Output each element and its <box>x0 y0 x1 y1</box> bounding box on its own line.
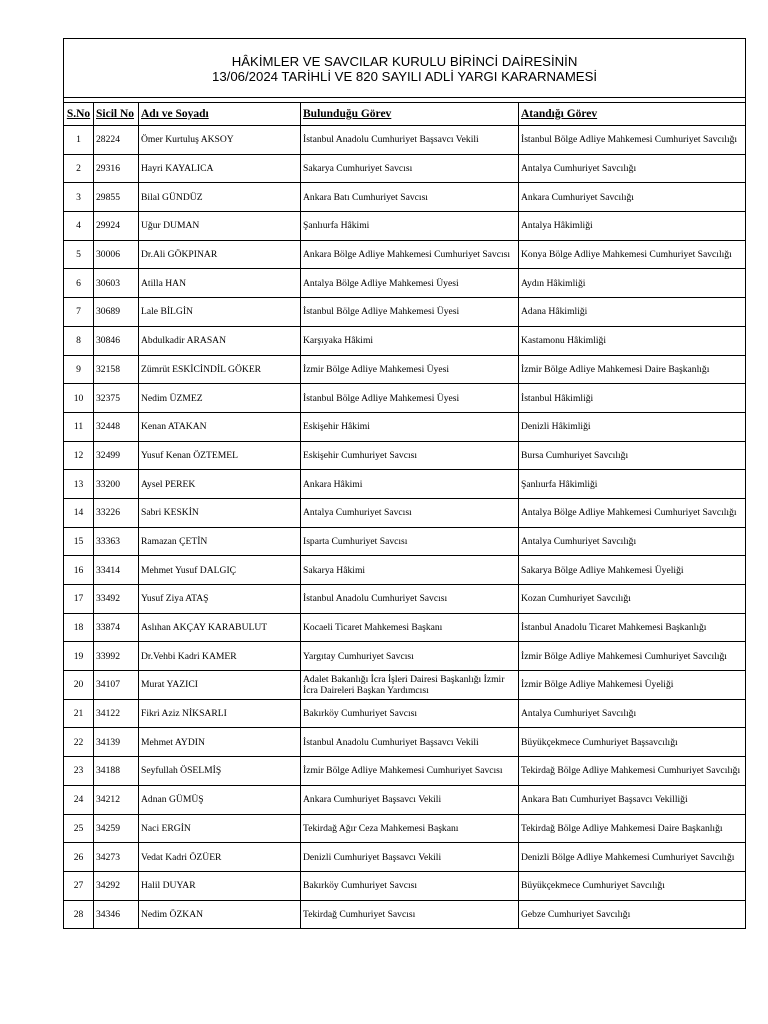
table-row <box>64 843 746 872</box>
row-current-post: Şanlıurfa Hâkimi <box>301 212 519 241</box>
header-sno: S.No <box>64 103 94 126</box>
row-assigned-post: Bursa Cumhuriyet Savcılığı <box>519 441 746 470</box>
row-sno: 6 <box>64 269 94 298</box>
row-assigned-post: Aydın Hâkimliği <box>519 269 746 298</box>
row-current-post: Karşıyaka Hâkimi <box>301 326 519 355</box>
title-line-2: 13/06/2024 TARİHLİ VE 820 SAYILI ADLİ YARGI KARARNAMESİ <box>212 69 598 84</box>
row-assigned-post: Antalya Bölge Adliye Mahkemesi Cumhuriyet Savcılığı <box>519 498 746 527</box>
row-assigned-post: Büyükçekmece Cumhuriyet Savcılığı <box>519 871 746 900</box>
row-name: Adnan GÜMÜŞ <box>139 785 301 814</box>
row-sno: 28 <box>64 900 94 929</box>
header-assigned-post: Atandığı Görev <box>519 103 746 126</box>
table-row <box>64 154 746 183</box>
row-sicil-no: 30689 <box>94 298 139 327</box>
row-current-post: Antalya Bölge Adliye Mahkemesi Üyesi <box>301 269 519 298</box>
row-sno: 10 <box>64 384 94 413</box>
row-assigned-post: İzmir Bölge Adliye Mahkemesi Daire Başkanlığı <box>519 355 746 384</box>
row-sicil-no: 32499 <box>94 441 139 470</box>
table-row <box>64 671 746 700</box>
row-current-post: Bakırköy Cumhuriyet Savcısı <box>301 871 519 900</box>
row-current-post: Ankara Batı Cumhuriyet Savcısı <box>301 183 519 212</box>
table-row <box>64 412 746 441</box>
title-line-1: HÂKİMLER VE SAVCILAR KURULU BİRİNCİ DAİRESİNİN <box>231 54 578 69</box>
decree-table <box>63 38 746 929</box>
row-sno: 21 <box>64 699 94 728</box>
table-row <box>64 326 746 355</box>
row-sno: 20 <box>64 671 94 700</box>
row-sno: 1 <box>64 126 94 155</box>
header-current-post: Bulunduğu Görev <box>301 103 519 126</box>
row-sicil-no: 32158 <box>94 355 139 384</box>
row-name: Sabri KESKİN <box>139 498 301 527</box>
row-sicil-no: 34273 <box>94 843 139 872</box>
header-sicil-no: Sicil No <box>94 103 139 126</box>
table-row <box>64 728 746 757</box>
table-row <box>64 470 746 499</box>
row-sicil-no: 33492 <box>94 585 139 614</box>
table-row <box>64 183 746 212</box>
document-title <box>64 39 746 98</box>
table-row <box>64 699 746 728</box>
table-row <box>64 355 746 384</box>
row-assigned-post: Konya Bölge Adliye Mahkemesi Cumhuriyet Savcılığı <box>519 240 746 269</box>
row-name: Bilal GÜNDÜZ <box>139 183 301 212</box>
row-sicil-no: 34292 <box>94 871 139 900</box>
row-name: Murat YAZICI <box>139 671 301 700</box>
row-sno: 26 <box>64 843 94 872</box>
row-assigned-post: İstanbul Hâkimliği <box>519 384 746 413</box>
row-assigned-post: Kozan Cumhuriyet Savcılığı <box>519 585 746 614</box>
row-sicil-no: 34212 <box>94 785 139 814</box>
row-sicil-no: 29855 <box>94 183 139 212</box>
row-name: Vedat Kadri ÖZÜER <box>139 843 301 872</box>
row-assigned-post: Denizli Bölge Adliye Mahkemesi Cumhuriyet Savcılığı <box>519 843 746 872</box>
row-sno: 12 <box>64 441 94 470</box>
row-name: Abdulkadir ARASAN <box>139 326 301 355</box>
row-sicil-no: 30846 <box>94 326 139 355</box>
row-current-post: Tekirdağ Cumhuriyet Savcısı <box>301 900 519 929</box>
table-row <box>64 900 746 929</box>
row-name: Halil DUYAR <box>139 871 301 900</box>
row-sno: 9 <box>64 355 94 384</box>
row-current-post: Kocaeli Ticaret Mahkemesi Başkanı <box>301 613 519 642</box>
row-sicil-no: 34259 <box>94 814 139 843</box>
row-current-post: Adalet Bakanlığı İcra İşleri Dairesi Başkanlığı İzmir İcra Daireleri Başkan Yardımcısı <box>301 671 519 700</box>
row-current-post: Ankara Cumhuriyet Başsavcı Vekili <box>301 785 519 814</box>
row-assigned-post: Antalya Cumhuriyet Savcılığı <box>519 527 746 556</box>
row-sicil-no: 33226 <box>94 498 139 527</box>
row-name: Ramazan ÇETİN <box>139 527 301 556</box>
row-name: Kenan ATAKAN <box>139 412 301 441</box>
row-sno: 17 <box>64 585 94 614</box>
row-current-post: İstanbul Anadolu Cumhuriyet Savcısı <box>301 585 519 614</box>
row-sno: 8 <box>64 326 94 355</box>
row-sno: 22 <box>64 728 94 757</box>
row-sno: 25 <box>64 814 94 843</box>
row-current-post: Denizli Cumhuriyet Başsavcı Vekili <box>301 843 519 872</box>
row-assigned-post: İzmir Bölge Adliye Mahkemesi Cumhuriyet Savcılığı <box>519 642 746 671</box>
row-name: Aysel PEREK <box>139 470 301 499</box>
row-assigned-post: İzmir Bölge Adliye Mahkemesi Üyeliği <box>519 671 746 700</box>
table-row <box>64 126 746 155</box>
table-row <box>64 269 746 298</box>
row-current-post: Yargıtay Cumhuriyet Savcısı <box>301 642 519 671</box>
table-row <box>64 785 746 814</box>
row-assigned-post: Tekirdağ Bölge Adliye Mahkemesi Daire Başkanlığı <box>519 814 746 843</box>
row-current-post: Eskişehir Hâkimi <box>301 412 519 441</box>
row-sno: 24 <box>64 785 94 814</box>
row-name: Fikri Aziz NİKSARLI <box>139 699 301 728</box>
row-assigned-post: Kastamonu Hâkimliği <box>519 326 746 355</box>
row-name: Yusuf Kenan ÖZTEMEL <box>139 441 301 470</box>
row-sno: 19 <box>64 642 94 671</box>
row-sicil-no: 28224 <box>94 126 139 155</box>
row-sno: 13 <box>64 470 94 499</box>
document-page <box>63 38 745 929</box>
row-current-post: Ankara Hâkimi <box>301 470 519 499</box>
row-name: Uğur DUMAN <box>139 212 301 241</box>
row-assigned-post: Denizli Hâkimliği <box>519 412 746 441</box>
row-current-post: Ankara Bölge Adliye Mahkemesi Cumhuriyet Savcısı <box>301 240 519 269</box>
table-row <box>64 527 746 556</box>
row-name: Mehmet AYDIN <box>139 728 301 757</box>
row-sno: 23 <box>64 757 94 786</box>
row-sno: 2 <box>64 154 94 183</box>
row-sno: 14 <box>64 498 94 527</box>
row-current-post: İstanbul Bölge Adliye Mahkemesi Üyesi <box>301 384 519 413</box>
row-sicil-no: 34188 <box>94 757 139 786</box>
row-sicil-no: 34346 <box>94 900 139 929</box>
row-assigned-post: Antalya Cumhuriyet Savcılığı <box>519 154 746 183</box>
row-assigned-post: Tekirdağ Bölge Adliye Mahkemesi Cumhuriyet Savcılığı <box>519 757 746 786</box>
row-current-post: Sakarya Hâkimi <box>301 556 519 585</box>
row-current-post: İstanbul Anadolu Cumhuriyet Başsavcı Vekili <box>301 728 519 757</box>
row-name: Dr.Vehbi Kadri KAMER <box>139 642 301 671</box>
table-row <box>64 384 746 413</box>
row-current-post: Sakarya Cumhuriyet Savcısı <box>301 154 519 183</box>
row-sicil-no: 33414 <box>94 556 139 585</box>
row-current-post: Eskişehir Cumhuriyet Savcısı <box>301 441 519 470</box>
row-sicil-no: 29924 <box>94 212 139 241</box>
row-current-post: İzmir Bölge Adliye Mahkemesi Cumhuriyet Savcısı <box>301 757 519 786</box>
row-assigned-post: Büyükçekmece Cumhuriyet Başsavcılığı <box>519 728 746 757</box>
row-sicil-no: 34122 <box>94 699 139 728</box>
table-body <box>64 126 746 929</box>
row-name: Aslıhan AKÇAY KARABULUT <box>139 613 301 642</box>
table-row <box>64 585 746 614</box>
table-row <box>64 441 746 470</box>
row-sno: 11 <box>64 412 94 441</box>
row-sicil-no: 34139 <box>94 728 139 757</box>
row-name: Ömer Kurtuluş AKSOY <box>139 126 301 155</box>
row-current-post: Antalya Cumhuriyet Savcısı <box>301 498 519 527</box>
row-current-post: İstanbul Bölge Adliye Mahkemesi Üyesi <box>301 298 519 327</box>
row-sicil-no: 32448 <box>94 412 139 441</box>
row-assigned-post: Sakarya Bölge Adliye Mahkemesi Üyeliği <box>519 556 746 585</box>
row-sicil-no: 33874 <box>94 613 139 642</box>
row-assigned-post: İstanbul Bölge Adliye Mahkemesi Cumhuriyet Savcılığı <box>519 126 746 155</box>
row-name: Yusuf Ziya ATAŞ <box>139 585 301 614</box>
row-assigned-post: Gebze Cumhuriyet Savcılığı <box>519 900 746 929</box>
row-sicil-no: 29316 <box>94 154 139 183</box>
row-sicil-no: 33363 <box>94 527 139 556</box>
row-assigned-post: Antalya Cumhuriyet Savcılığı <box>519 699 746 728</box>
row-name: Mehmet Yusuf DALGIÇ <box>139 556 301 585</box>
table-row <box>64 498 746 527</box>
row-assigned-post: Adana Hâkimliği <box>519 298 746 327</box>
table-row <box>64 613 746 642</box>
table-row <box>64 212 746 241</box>
table-row <box>64 298 746 327</box>
row-current-post: Tekirdağ Ağır Ceza Mahkemesi Başkanı <box>301 814 519 843</box>
row-name: Atilla HAN <box>139 269 301 298</box>
row-sno: 7 <box>64 298 94 327</box>
table-row <box>64 871 746 900</box>
row-sno: 18 <box>64 613 94 642</box>
row-name: Dr.Ali GÖKPINAR <box>139 240 301 269</box>
row-name: Nedim ÖZKAN <box>139 900 301 929</box>
table-row <box>64 757 746 786</box>
table-row <box>64 642 746 671</box>
row-assigned-post: Ankara Cumhuriyet Savcılığı <box>519 183 746 212</box>
row-sno: 5 <box>64 240 94 269</box>
row-sicil-no: 30006 <box>94 240 139 269</box>
row-assigned-post: Ankara Batı Cumhuriyet Başsavcı Vekilliği <box>519 785 746 814</box>
row-name: Naci ERGİN <box>139 814 301 843</box>
row-sno: 3 <box>64 183 94 212</box>
row-name: Seyfullah ÖSELMİŞ <box>139 757 301 786</box>
row-sicil-no: 34107 <box>94 671 139 700</box>
row-assigned-post: Antalya Hâkimliği <box>519 212 746 241</box>
row-assigned-post: İstanbul Anadolu Ticaret Mahkemesi Başkanlığı <box>519 613 746 642</box>
table-row <box>64 240 746 269</box>
row-sno: 15 <box>64 527 94 556</box>
row-current-post: İstanbul Anadolu Cumhuriyet Başsavcı Vekili <box>301 126 519 155</box>
row-current-post: Bakırköy Cumhuriyet Savcısı <box>301 699 519 728</box>
row-sicil-no: 33992 <box>94 642 139 671</box>
row-name: Hayri KAYALICA <box>139 154 301 183</box>
row-name: Lale BİLGİN <box>139 298 301 327</box>
table-row <box>64 556 746 585</box>
row-sicil-no: 33200 <box>94 470 139 499</box>
table-header <box>64 103 746 126</box>
row-sno: 4 <box>64 212 94 241</box>
row-sno: 16 <box>64 556 94 585</box>
header-name: Adı ve Soyadı <box>139 103 301 126</box>
row-sicil-no: 32375 <box>94 384 139 413</box>
row-sicil-no: 30603 <box>94 269 139 298</box>
row-assigned-post: Şanlıurfa Hâkimliği <box>519 470 746 499</box>
row-name: Zümrüt ESKİCİNDİL GÖKER <box>139 355 301 384</box>
row-current-post: İzmir Bölge Adliye Mahkemesi Üyesi <box>301 355 519 384</box>
row-sno: 27 <box>64 871 94 900</box>
table-row <box>64 814 746 843</box>
row-current-post: Isparta Cumhuriyet Savcısı <box>301 527 519 556</box>
row-name: Nedim ÜZMEZ <box>139 384 301 413</box>
